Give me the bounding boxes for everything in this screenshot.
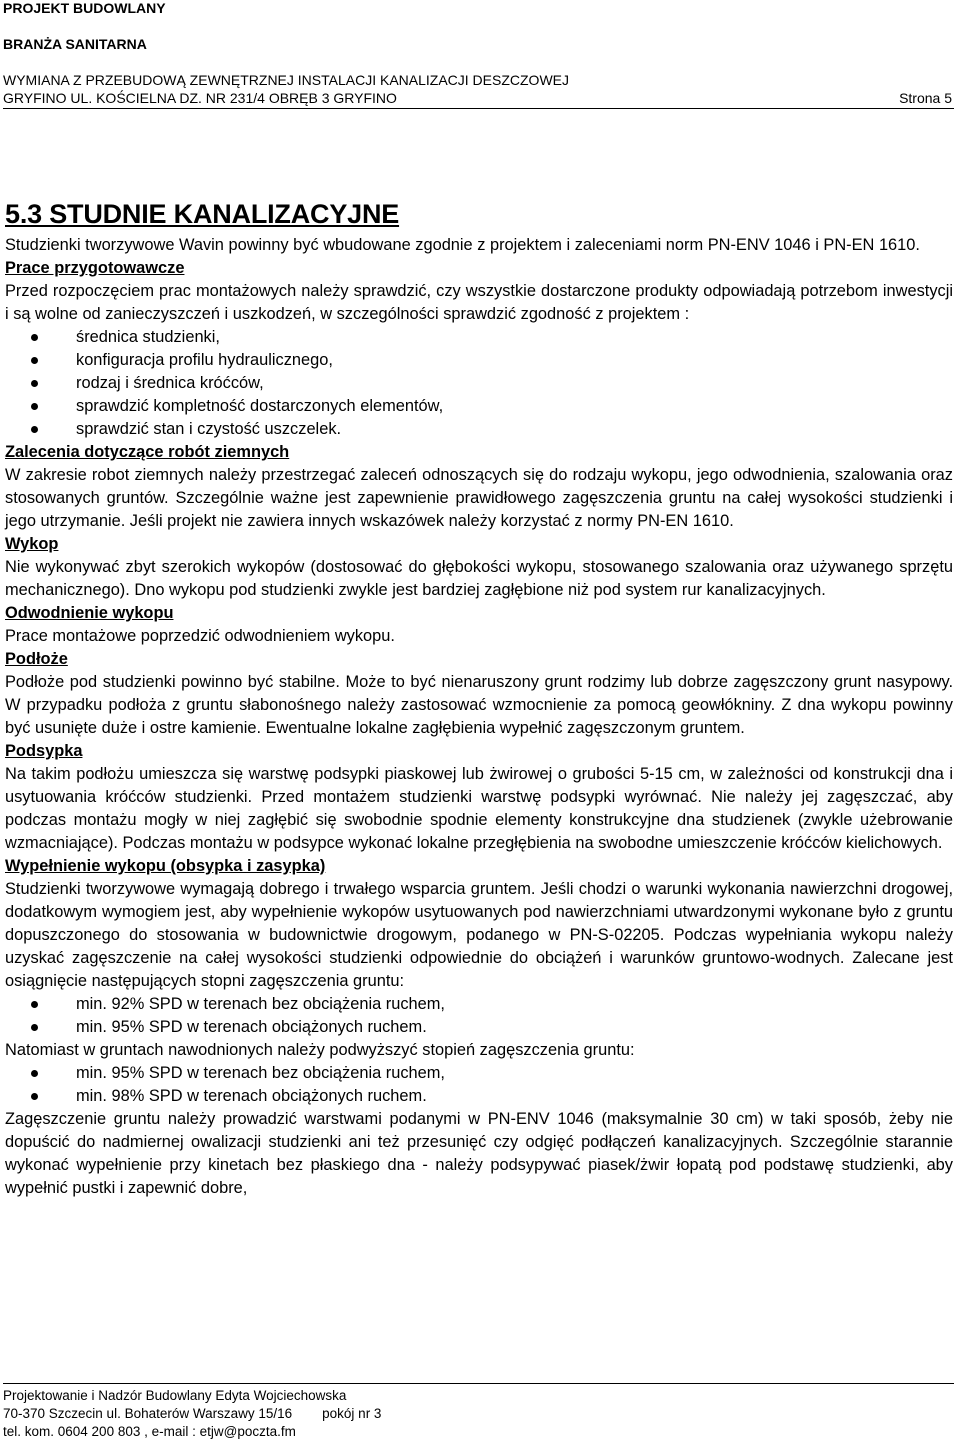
- footer-contact: tel. kom. 0604 200 803 , e-mail : etjw@poczta.fm: [3, 1424, 296, 1439]
- compaction-list-normal: [5, 993, 953, 1039]
- bullet-icon: [31, 1070, 38, 1077]
- document-body: [5, 234, 953, 1200]
- prep-text: Przed rozpoczęciem prac montażowych należy sprawdzić, czy wszystkie dostarczone produkty odpowiadają potrzebom inwestycji i są wolne od zanieczyszczeń i uszkodzeń, w szczególności sprawdzić zgodność z projektem :: [5, 282, 953, 323]
- bullet-icon: [31, 1001, 38, 1008]
- bullet-icon: [31, 380, 38, 387]
- footer-address-line: [3, 1405, 954, 1423]
- excavation-text: Nie wykonywać zbyt szerokich wykopów (dostosować do głębokości wykopu, stosowanego szalowania oraz używanego sprzętu mechanicznego). Dno wykopu pod studzienki zwykle jest bardziej zagłębione niż pod system rur kanalizacyjnych.: [5, 558, 953, 599]
- subgrade-heading: Podłoże: [5, 650, 68, 668]
- dewatering-text: Prace montażowe poprzedzić odwodnieniem wykopu.: [5, 627, 395, 645]
- footer-room: pokój nr 3: [322, 1406, 382, 1421]
- section-heading: 5.3 STUDNIE KANALIZACYJNE: [5, 199, 400, 229]
- project-title: PROJEKT BUDOWLANY: [3, 0, 166, 16]
- earthworks-heading: Zalecenia dotyczące robót ziemnych: [5, 443, 290, 461]
- project-name: WYMIANA Z PRZEBUDOWĄ ZEWNĘTRZNEJ INSTALACJI KANALIZACJI DESZCZOWEJ: [3, 72, 570, 88]
- list-item: min. 95% SPD w terenach bez obciążenia ruchem,: [5, 1062, 953, 1085]
- list-item: rodzaj i średnica króćców,: [5, 372, 953, 395]
- list-item: sprawdzić kompletność dostarczonych elementów,: [5, 395, 953, 418]
- footer-address: 70-370 Szczecin ul. Bohaterów Warszawy 15/16: [3, 1406, 293, 1421]
- bedding-heading: Podsypka: [5, 742, 83, 760]
- bullet-icon: [31, 1024, 38, 1031]
- bedding-text: Na takim podłożu umieszcza się warstwę podsypki piaskowej lub żwirowej o grubości 5-15 cm, w zależności od konstrukcji dna i usytuowania króćców studzienki. Przed montażem studzienki warstwę podsypki wyrównać. Nie należy jej zagęszczać, aby podczas montażu mogły w niej zagłębić się swobodnie spodnie elementy konstrukcyjne dna studzienek (zwykle użebrowanie wzmacniające). Podczas montażu w podsypce wykonać lokalne przegłębienia na swobodne umieszczenie króćców kielichowych.: [5, 765, 953, 852]
- bullet-icon: [31, 357, 38, 364]
- earthworks-text: W zakresie robot ziemnych należy przestrzegać zaleceń odnoszących się do rodzaju wykopu, jego odwodnienia, szalowania oraz stosowanych gruntów. Szczególnie ważne jest zapewnienie prawidłowego zagęszczenia gruntu na całej wysokości studzienki i jego utrzymanie. Jeśli projekt nie zawiera innych wskazówek należy korzystać z normy PN-EN 1610.: [5, 466, 953, 530]
- list-item: min. 92% SPD w terenach bez obciążenia ruchem,: [5, 993, 953, 1016]
- page-footer: [3, 1383, 954, 1441]
- section-intro: Studzienki tworzywowe Wavin powinny być wbudowane zgodnie z projektem i zaleceniami norm PN-ENV 1046 i PN-EN 1610.: [5, 236, 920, 254]
- bullet-icon: [31, 334, 38, 341]
- list-item: min. 95% SPD w terenach obciążonych ruchem.: [5, 1016, 953, 1039]
- list-item: konfiguracja profilu hydraulicznego,: [5, 349, 953, 372]
- bullet-icon: [31, 426, 38, 433]
- prep-heading: Prace przygotowawcze: [5, 259, 185, 277]
- bullet-icon: [31, 1093, 38, 1100]
- backfill-text-2: Natomiast w gruntach nawodnionych należy podwyższyć stopień zagęszczenia gruntu:: [5, 1041, 635, 1059]
- project-location-line: [3, 90, 954, 109]
- dewatering-heading: Odwodnienie wykopu: [5, 604, 174, 622]
- project-location: GRYFINO UL. KOŚCIELNA DZ. NR 231/4 OBRĘB 3 GRYFINO: [3, 90, 397, 106]
- bullet-icon: [31, 403, 38, 410]
- compaction-list-wet: [5, 1062, 953, 1108]
- backfill-heading: Wypełnienie wykopu (obsypka i zasypka): [5, 857, 326, 875]
- excavation-heading: Wykop: [5, 535, 59, 553]
- backfill-text: Studzienki tworzywowe wymagają dobrego i trwałego wsparcia gruntem. Jeśli chodzi o warunki wykonania nawierzchni drogowej, dodatkowym wymogiem jest, aby wypełnienie wykopów usytuowanych pod nawierzchniami utwardzonymi wykonane było z gruntu dopuszczonego do stosowania w budownictwie drogowym, podanego w PN-S-02205. Podczas wypełniania wykopu należy uzyskać zagęszczenie na całej wysokości studzienki odpowiednie do obciążeń i warunków gruntowo-wodnych. Zalecane jest osiągnięcie następujących stopni zagęszczenia gruntu:: [5, 880, 953, 990]
- list-item: min. 98% SPD w terenach obciążonych ruchem.: [5, 1085, 953, 1108]
- backfill-text-3: Zagęszczenie gruntu należy prowadzić warstwami podanymi w PN-ENV 1046 (maksymalnie 30 cm) w taki sposób, żeby nie dopuścić do nadmiernej owalizacji studzienki ani też przesunięć czy odgięć podłączeń kanalizacyjnych. Szczególnie starannie wykonać wypełnienie przy kinetach bez płaskiego dna - należy podsypywać piasek/żwir łopatą pod podstawę studzienki, aby wypełnić pustki i zapewnić dobre,: [5, 1110, 953, 1197]
- footer-company: Projektowanie i Nadzór Budowlany Edyta Wojciechowska: [3, 1388, 347, 1403]
- list-item: sprawdzić stan i czystość uszczelek.: [5, 418, 953, 441]
- list-item: średnica studzienki,: [5, 326, 953, 349]
- page-number: Strona 5: [899, 90, 952, 106]
- prep-checklist: [5, 326, 953, 441]
- subgrade-text: Podłoże pod studzienki powinno być stabilne. Może to być nienaruszony grunt rodzimy lub dobrze zagęszczony grunt nasypowy. W przypadku podłoża z gruntu słabonośnego należy zastosować wzmocnienie za pomocą geowłókniny. Z dna wykopu powinny być usunięte duże i ostre kamienie. Ewentualne lokalne zagłębienia wypełnić zagęszczonym gruntem.: [5, 673, 953, 737]
- branch-title: BRANŻA SANITARNA: [3, 36, 147, 52]
